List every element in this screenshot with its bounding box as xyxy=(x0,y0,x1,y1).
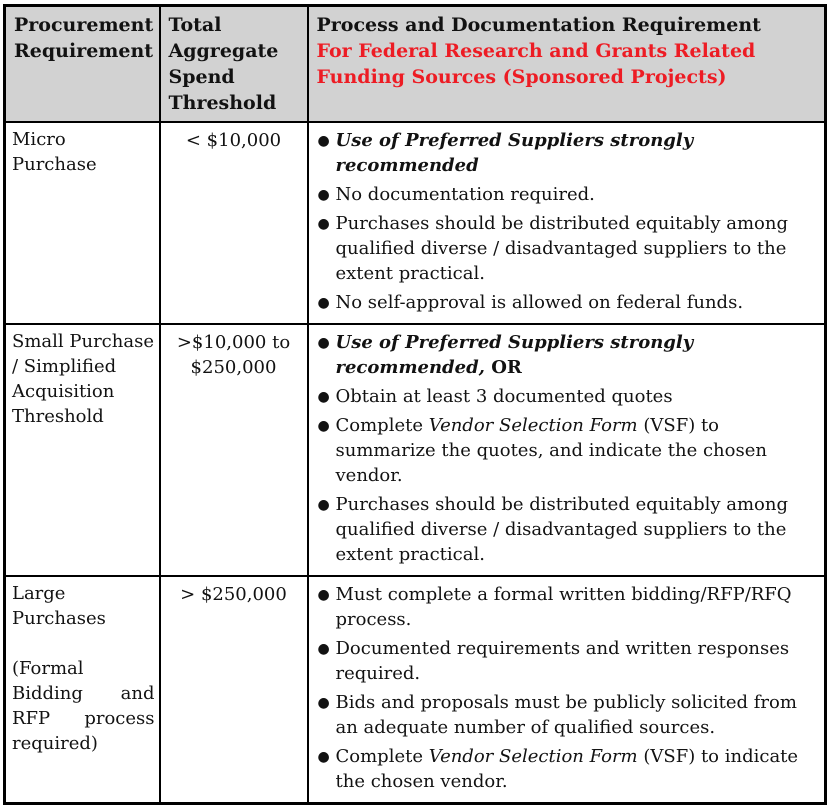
bullet-text: OR xyxy=(484,357,522,378)
bullet-text: Complete xyxy=(335,746,429,767)
threshold-cell xyxy=(160,576,308,804)
bullet-text: Purchases should be distributed equitably among qualified diverse / disadvantaged suppliers to the extent practical. xyxy=(335,494,788,565)
table-row-large-purchases xyxy=(5,576,826,804)
requirement-label: Small Purchase / Simplified Acquisition Threshold xyxy=(12,331,154,427)
bullet-item xyxy=(315,413,819,488)
bullet-item xyxy=(315,744,819,794)
header-procurement-requirement xyxy=(5,6,160,123)
process-cell xyxy=(308,324,826,576)
threshold-cell xyxy=(160,324,308,576)
process-cell xyxy=(308,576,826,804)
bullet-text: Use of Preferred Suppliers strongly recommended, xyxy=(335,332,694,378)
procurement-table xyxy=(3,4,827,805)
requirement-cell xyxy=(5,324,160,576)
bullet-text: Bids and proposals must be publicly solicited from an adequate number of qualified sources. xyxy=(335,692,797,738)
bullet-text: Use of Preferred Suppliers strongly recommended xyxy=(335,130,694,176)
header-row xyxy=(5,6,826,123)
bullet-item xyxy=(315,182,819,207)
bullet-text: Must complete a formal written bidding/RFP/RFQ process. xyxy=(335,584,792,630)
bullet-text: No documentation required. xyxy=(335,184,595,205)
bullet-list xyxy=(315,330,819,567)
bullet-text: Obtain at least 3 documented quotes xyxy=(335,386,673,407)
threshold-value: < $10,000 xyxy=(185,130,282,151)
bullet-text: Vendor Selection Form xyxy=(428,746,638,767)
threshold-cell xyxy=(160,122,308,324)
requirement-cell xyxy=(5,576,160,804)
bullet-item xyxy=(315,492,819,567)
requirement-cell xyxy=(5,122,160,324)
bullet-item xyxy=(315,211,819,286)
bullet-item xyxy=(315,128,819,178)
requirement-note: (Formal Bidding and RFP process required) xyxy=(12,658,155,754)
bullet-list xyxy=(315,128,819,315)
bullet-item xyxy=(315,384,819,409)
header-process-subtitle: For Federal Research and Grants Related Funding Sources (Sponsored Projects) xyxy=(316,40,756,88)
header-procurement-label: Procurement Requirement xyxy=(14,14,154,62)
bullet-item xyxy=(315,690,819,740)
table-body xyxy=(5,122,826,804)
bullet-item xyxy=(315,290,819,315)
requirement-label: Large Purchases xyxy=(12,583,106,629)
header-process-title: Process and Documentation Requirement xyxy=(316,14,761,36)
bullet-text: Documented requirements and written responses required. xyxy=(335,638,790,684)
header-spend-threshold xyxy=(160,6,308,123)
bullet-text: Vendor Selection Form xyxy=(428,415,638,436)
header-threshold-label: Total Aggregate Spend Threshold xyxy=(168,14,279,114)
table-row-micro-purchase xyxy=(5,122,826,324)
header-process-documentation xyxy=(308,6,826,123)
bullet-text: (VSF) to summarize the quotes, and indicate the chosen vendor. xyxy=(335,415,767,486)
bullet-text: Purchases should be distributed equitably among qualified diverse / disadvantaged suppliers to the extent practical. xyxy=(335,213,788,284)
process-cell xyxy=(308,122,826,324)
threshold-value: >$10,000 to $250,000 xyxy=(176,332,291,378)
bullet-text: (VSF) to indicate the chosen vendor. xyxy=(335,746,799,792)
bullet-item xyxy=(315,636,819,686)
table-row-small-purchase xyxy=(5,324,826,576)
bullet-text: No self-approval is allowed on federal funds. xyxy=(335,292,744,313)
bullet-item xyxy=(315,330,819,380)
requirement-label: Micro Purchase xyxy=(12,129,97,175)
table-header xyxy=(5,6,826,123)
threshold-value: > $250,000 xyxy=(180,584,287,605)
bullet-text: Complete xyxy=(335,415,429,436)
bullet-item xyxy=(315,582,819,632)
bullet-list xyxy=(315,582,819,794)
